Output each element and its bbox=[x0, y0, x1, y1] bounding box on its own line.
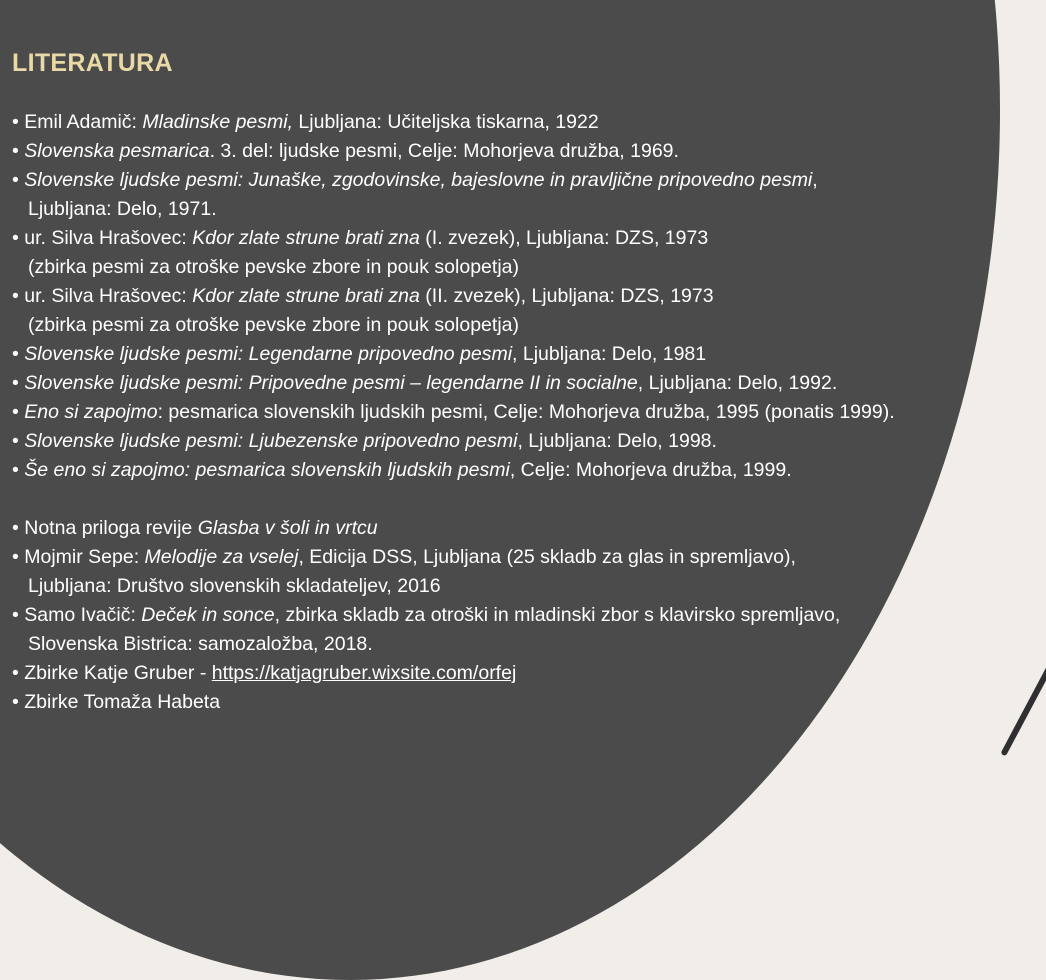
reference-item bbox=[12, 427, 1046, 456]
reference-author: Zbirke Tomaža Habeta bbox=[24, 691, 221, 713]
reference-continuation: Ljubljana: Delo, 1971. bbox=[28, 198, 217, 220]
bullet: • bbox=[12, 430, 25, 452]
bullet: • bbox=[12, 691, 25, 713]
reference-details: , Ljubljana: Delo, 1992. bbox=[637, 372, 838, 394]
reference-item bbox=[12, 369, 1046, 398]
reference-item bbox=[12, 340, 1046, 369]
reference-title: Kdor zlate strune brati zna bbox=[192, 227, 420, 249]
reference-author: Emil Adamič: bbox=[24, 111, 143, 133]
reference-item bbox=[12, 688, 1046, 717]
reference-details: , Edicija DSS, Ljubljana (25 skladb za glas in spremljavo), bbox=[298, 546, 796, 568]
reference-title: Deček in sonce bbox=[141, 604, 275, 626]
reference-line bbox=[12, 224, 1046, 253]
reference-line bbox=[12, 137, 1046, 166]
reference-details: Ljubljana: Učiteljska tiskarna, 1922 bbox=[293, 111, 599, 133]
bullet: • bbox=[12, 169, 25, 191]
reference-item bbox=[12, 456, 1046, 485]
reference-item bbox=[12, 601, 1046, 659]
reference-title: Slovenske ljudske pesmi: Pripovedne pesmi – legendarne II in socialne bbox=[24, 372, 638, 394]
list-spacer bbox=[12, 485, 1046, 514]
reference-line bbox=[12, 166, 1046, 195]
reference-item bbox=[12, 514, 1046, 543]
reference-title: Slovenske ljudske pesmi: Legendarne pripovedno pesmi bbox=[24, 343, 513, 365]
reference-title: Slovenska pesmarica bbox=[24, 140, 210, 162]
reference-continuation: Slovenska Bistrica: samozaložba, 2018. bbox=[28, 633, 373, 655]
reference-title: Melodije za vselej bbox=[144, 546, 299, 568]
bullet: • bbox=[12, 401, 25, 423]
reference-item bbox=[12, 166, 1046, 224]
reference-line bbox=[12, 456, 1046, 485]
bullet: • bbox=[12, 546, 25, 568]
reference-continuation: (zbirka pesmi za otroške pevske zbore in pouk solopetja) bbox=[28, 314, 519, 336]
reference-details: , bbox=[812, 169, 818, 191]
bullet: • bbox=[12, 343, 25, 365]
bullet: • bbox=[12, 662, 25, 684]
bullet: • bbox=[12, 604, 25, 626]
reference-item bbox=[12, 543, 1046, 601]
reference-title: Še eno si zapojmo: pesmarica slovenskih ljudskih pesmi bbox=[24, 459, 510, 481]
reference-line bbox=[12, 427, 1046, 456]
reference-item bbox=[12, 137, 1046, 166]
reference-continuation: Ljubljana: Društvo slovenskih skladateljev, 2016 bbox=[28, 575, 441, 597]
slide-title: LITERATURA bbox=[12, 49, 173, 77]
bullet: • bbox=[12, 459, 25, 481]
reference-details: (I. zvezek), Ljubljana: DZS, 1973 bbox=[419, 227, 709, 249]
reference-details: , Ljubljana: Delo, 1998. bbox=[517, 430, 717, 452]
reference-title: Glasba v šoli in vrtcu bbox=[197, 517, 378, 539]
reference-line bbox=[12, 514, 1046, 543]
reference-details: (II. zvezek), Ljubljana: DZS, 1973 bbox=[419, 285, 714, 307]
bullet: • bbox=[12, 372, 25, 394]
reference-title: Mladinske pesmi, bbox=[142, 111, 294, 133]
reference-author: ur. Silva Hrašovec: bbox=[24, 285, 193, 307]
reference-item bbox=[12, 108, 1046, 137]
reference-continuation: (zbirka pesmi za otroške pevske zbore in pouk solopetja) bbox=[28, 256, 519, 278]
reference-details: : pesmarica slovenskih ljudskih pesmi, Celje: Mohorjeva družba, 1995 (ponatis 1999). bbox=[157, 401, 895, 423]
reference-line bbox=[12, 282, 1046, 311]
reference-author: Samo Ivačič: bbox=[24, 604, 142, 626]
reference-line bbox=[12, 659, 1046, 688]
reference-line bbox=[12, 108, 1046, 137]
reference-details: , zbirka skladb za otroški in mladinski zbor s klavirsko spremljavo, bbox=[274, 604, 841, 626]
reference-author: Notna priloga revije bbox=[24, 517, 198, 539]
reference-item bbox=[12, 659, 1046, 688]
bullet: • bbox=[12, 285, 25, 307]
reference-line bbox=[12, 398, 1046, 427]
reference-item bbox=[12, 282, 1046, 340]
reference-title: Slovenske ljudske pesmi: Ljubezenske pripovedno pesmi bbox=[24, 430, 518, 452]
slide-content bbox=[12, 47, 1046, 717]
bullet: • bbox=[12, 517, 25, 539]
bullet: • bbox=[12, 111, 25, 133]
reference-title: Eno si zapojmo bbox=[24, 401, 158, 423]
reference-title: Slovenske ljudske pesmi: Junaške, zgodovinske, bajeslovne in pravljične pripovedno pesmi bbox=[24, 169, 813, 191]
reference-details: , Celje: Mohorjeva družba, 1999. bbox=[509, 459, 792, 481]
reference-details: . 3. del: ljudske pesmi, Celje: Mohorjeva družba, 1969. bbox=[209, 140, 679, 162]
reference-item bbox=[12, 398, 1046, 427]
reference-author: ur. Silva Hrašovec: bbox=[24, 227, 193, 249]
reference-link[interactable]: https://katjagruber.wixsite.com/orfej bbox=[211, 662, 517, 684]
reference-item bbox=[12, 224, 1046, 282]
reference-details: , Ljubljana: Delo, 1981 bbox=[512, 343, 707, 365]
reference-line bbox=[12, 340, 1046, 369]
reference-line bbox=[12, 369, 1046, 398]
reference-line bbox=[12, 688, 1046, 717]
reference-line bbox=[12, 601, 1046, 630]
reference-title: Kdor zlate strune brati zna bbox=[192, 285, 420, 307]
bullet: • bbox=[12, 227, 25, 249]
reference-author: Zbirke Katje Gruber - bbox=[24, 662, 212, 684]
reference-author: Mojmir Sepe: bbox=[24, 546, 145, 568]
bullet: • bbox=[12, 140, 25, 162]
reference-line bbox=[12, 543, 1046, 572]
reference-list bbox=[12, 108, 1046, 717]
